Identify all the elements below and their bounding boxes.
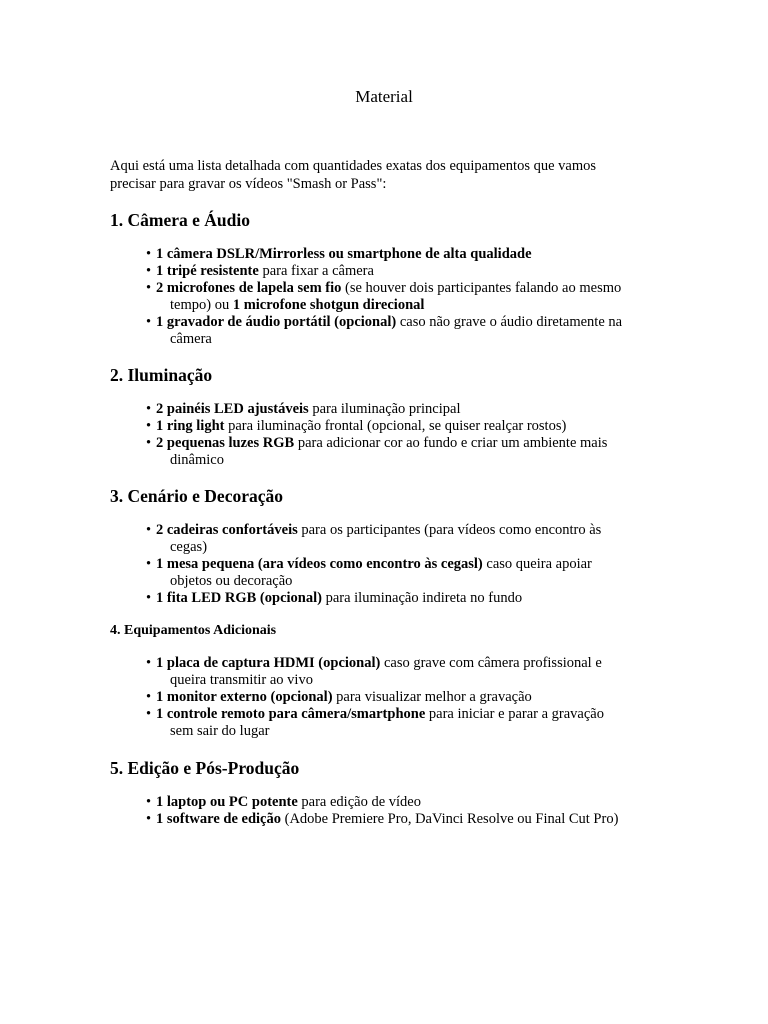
bullet: • [146,246,152,262]
item-bold: 2 microfones de lapela sem fio [156,280,342,296]
bullet: • [146,689,152,705]
bullet: • [146,556,152,572]
list-item [146,689,671,706]
list-item [146,522,671,556]
list-item [146,811,671,828]
item-bold: 2 painéis LED ajustáveis [156,401,309,417]
item-text: para visualizar melhor a gravação [332,689,532,705]
list-item [146,418,671,435]
bullet: • [146,590,152,606]
section-heading: 2. Iluminação [110,365,213,385]
item-text: para os participantes (para vídeos como encontro às [297,522,602,538]
item-list [146,794,671,828]
item-continuation: queira transmitir ao vivo [170,672,313,688]
bullet: • [146,522,152,538]
item-text: para adicionar cor ao fundo e criar um ambiente mais [294,435,608,451]
list-item [146,246,671,263]
list-item [146,401,671,418]
list-item [146,280,671,314]
intro-paragraph [110,158,670,193]
item-bold: 1 gravador de áudio portátil (opcional) [156,314,397,330]
bullet: • [146,314,152,330]
item-text: para iniciar e parar a gravação [425,706,604,722]
section-camera-audio [110,210,690,347]
item-bold: 1 laptop ou PC potente [156,794,298,810]
item-text: (se houver dois participantes falando ao mesmo [341,280,622,296]
bullet: • [146,401,152,417]
section-set-decoration [110,486,690,606]
item-continuation: câmera [170,331,212,347]
section-lighting [110,365,690,468]
list-item [146,706,671,740]
bullet: • [146,706,152,722]
document-title: Material [355,87,413,106]
list-item [146,590,671,607]
section-editing-postproduction [110,758,690,827]
item-bold: 1 mesa pequena (ara vídeos como encontro às cegasl) [156,556,483,572]
list-item [146,314,671,348]
bullet: • [146,280,152,296]
section-heading: 3. Cenário e Decoração [110,486,283,506]
item-continuation: cegas) [170,539,208,555]
item-text: (Adobe Premiere Pro, DaVinci Resolve ou Final Cut Pro) [280,811,619,827]
list-item [146,263,671,280]
item-bold: 1 tripé resistente [156,263,259,279]
item-list [146,401,671,469]
item-text: para iluminação indireta no fundo [321,590,523,606]
item-text: para fixar a câmera [258,263,374,279]
section-heading: 5. Edição e Pós-Produção [110,758,300,778]
item-text: caso queira apoiar [482,556,592,572]
item-continuation: tempo) ou [170,297,233,313]
list-item [146,556,671,590]
item-bold: 2 pequenas luzes RGB [156,435,295,451]
bullet: • [146,435,152,451]
intro-line-1: Aqui está uma lista detalhada com quantidades exatas dos equipamentos que vamos [110,158,597,174]
item-text: caso não grave o áudio diretamente na [396,314,623,330]
section-additional-equipment [110,622,690,739]
item-text: para edição de vídeo [297,794,421,810]
item-bold: 1 software de edição [156,811,281,827]
item-bold: 1 ring light [156,418,225,434]
item-list [146,655,671,740]
section-heading: 4. Equipamentos Adicionais [110,623,277,638]
item-list [146,522,671,607]
bullet: • [146,794,152,810]
item-text: caso grave com câmera profissional e [380,655,602,671]
item-text: para iluminação frontal (opcional, se quiser realçar rostos) [224,418,567,434]
list-item [146,435,671,469]
item-continuation: sem sair do lugar [170,723,270,739]
item-bold: 1 controle remoto para câmera/smartphone [156,706,426,722]
bullet: • [146,811,152,827]
item-bold: 1 câmera DSLR/Mirrorless ou smartphone de alta qualidade [156,246,532,262]
section-heading: 1. Câmera e Áudio [110,210,250,230]
item-bold: 1 monitor externo (opcional) [156,689,333,705]
list-item [146,655,671,689]
item-continuation: dinâmico [170,452,224,468]
intro-line-2: precisar para gravar os vídeos "Smash or Pass": [110,175,387,192]
item-bold: 2 cadeiras confortáveis [156,522,298,538]
item-text: para iluminação principal [308,401,461,417]
item-bold: 1 placa de captura HDMI (opcional) [156,655,381,671]
bullet: • [146,418,152,434]
bullet: • [146,263,152,279]
item-bold: 1 fita LED RGB (opcional) [156,590,322,606]
list-item [146,794,671,811]
item-continuation: objetos ou decoração [170,573,293,589]
item-continuation-bold: 1 microfone shotgun direcional [232,297,425,313]
item-list [146,246,671,348]
bullet: • [146,655,152,671]
